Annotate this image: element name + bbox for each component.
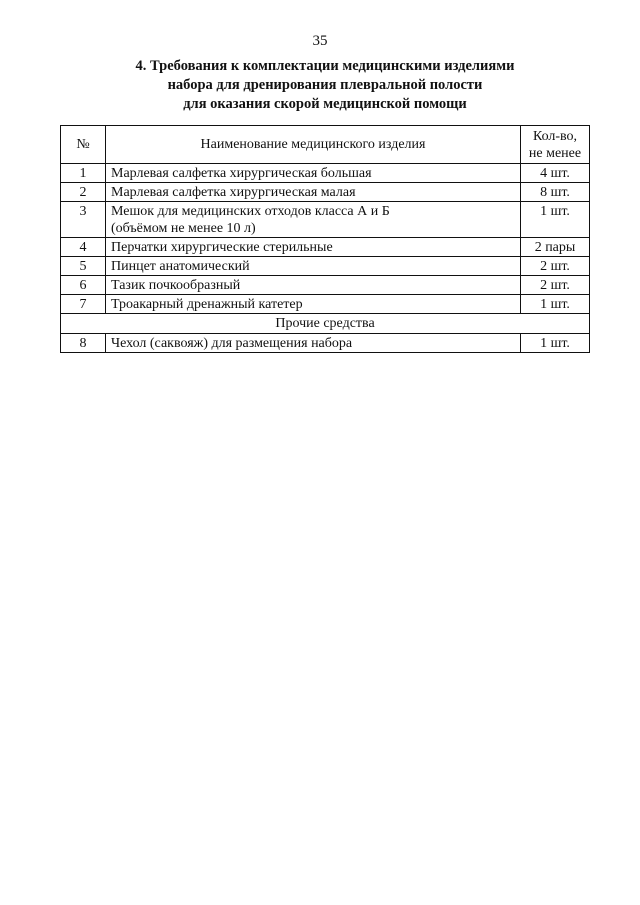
row-name-line: Тазик почкообразный bbox=[111, 278, 241, 293]
row-name bbox=[106, 183, 521, 202]
table-row bbox=[61, 257, 590, 276]
heading-line-2: набора для дренирования плевральной полости bbox=[167, 77, 483, 93]
row-quantity: 2 пары bbox=[521, 238, 590, 257]
table-row bbox=[61, 164, 590, 183]
row-quantity: 1 шт. bbox=[521, 202, 590, 238]
row-name-line: Чехол (саквояж) для размещения набора bbox=[111, 336, 353, 351]
row-name bbox=[106, 202, 521, 238]
row-name bbox=[106, 238, 521, 257]
row-name bbox=[106, 334, 521, 353]
header-quantity-line-1: Кол-во, bbox=[532, 128, 578, 144]
table-row bbox=[61, 183, 590, 202]
table-row bbox=[61, 238, 590, 257]
table-header-row bbox=[61, 126, 590, 164]
section-title: Прочие средства bbox=[61, 314, 590, 334]
header-name: Наименование медицинского изделия bbox=[106, 126, 521, 164]
row-number: 4 bbox=[61, 238, 106, 257]
header-quantity-line-2: не менее bbox=[528, 145, 582, 161]
row-name-line: Троакарный дренажный катетер bbox=[111, 297, 303, 312]
row-quantity: 1 шт. bbox=[521, 295, 590, 314]
heading-line-3: для оказания скорой медицинской помощи bbox=[183, 96, 467, 112]
row-number: 8 bbox=[61, 334, 106, 353]
page-number: 35 bbox=[312, 33, 328, 49]
row-quantity: 2 шт. bbox=[521, 257, 590, 276]
row-number: 6 bbox=[61, 276, 106, 295]
row-number: 3 bbox=[61, 202, 106, 238]
row-name-line: (объёмом не менее 10 л) bbox=[111, 221, 256, 236]
row-number: 7 bbox=[61, 295, 106, 314]
row-quantity: 1 шт. bbox=[521, 334, 590, 353]
table-row bbox=[61, 295, 590, 314]
row-number: 2 bbox=[61, 183, 106, 202]
row-name-line: Мешок для медицинских отходов класса А и Б bbox=[111, 204, 390, 219]
table-row bbox=[61, 202, 590, 238]
row-name bbox=[106, 276, 521, 295]
header-quantity bbox=[521, 126, 590, 164]
row-name bbox=[106, 295, 521, 314]
row-quantity: 8 шт. bbox=[521, 183, 590, 202]
row-quantity: 2 шт. bbox=[521, 276, 590, 295]
row-name-line: Марлевая салфетка хирургическая большая bbox=[111, 166, 372, 181]
row-name-line: Перчатки хирургические стерильные bbox=[111, 240, 333, 255]
row-name-line: Пинцет анатомический bbox=[111, 259, 250, 274]
row-quantity: 4 шт. bbox=[521, 164, 590, 183]
row-number: 5 bbox=[61, 257, 106, 276]
header-number: № bbox=[61, 126, 106, 164]
section-heading bbox=[60, 57, 590, 114]
row-number: 1 bbox=[61, 164, 106, 183]
row-name bbox=[106, 164, 521, 183]
heading-line-1: 4. Требования к комплектации медицинскими изделиями bbox=[135, 58, 515, 74]
table-section-row bbox=[61, 314, 590, 334]
table-row bbox=[61, 334, 590, 353]
row-name-line: Марлевая салфетка хирургическая малая bbox=[111, 185, 356, 200]
row-name bbox=[106, 257, 521, 276]
equipment-table bbox=[60, 125, 590, 353]
table-row bbox=[61, 276, 590, 295]
